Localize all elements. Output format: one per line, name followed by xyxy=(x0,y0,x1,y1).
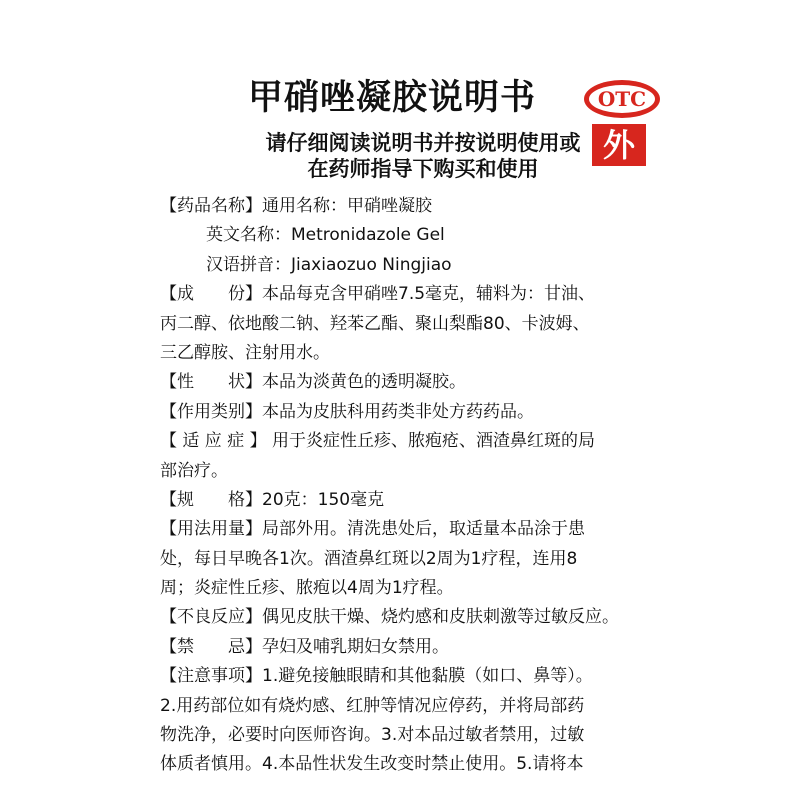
dosage-line: 处，每日早晚各1次。酒渣鼻红斑以2周为1疗程，连用8 xyxy=(160,548,578,569)
precautions-line: 【注意事项】1.避免接触眼睛和其他黏膜（如口、鼻等）。 xyxy=(160,666,593,687)
indications-line: 【 适 应 症 】 用于炎症性丘疹、脓疱疮、酒渣鼻红斑的局 xyxy=(160,431,596,452)
english-name-line: 英文名称：Metronidazole Gel xyxy=(206,225,445,246)
contraindications-line: 【禁 忌】孕妇及哺乳期妇女禁用。 xyxy=(160,636,449,657)
dosage-line: 周；炎症性丘疹、脓疱以4周为1疗程。 xyxy=(160,578,454,599)
otc-badge-label: OTC xyxy=(589,85,655,113)
description-line: 【性 状】本品为淡黄色的透明凝胶。 xyxy=(160,372,466,393)
composition-line: 丙二醇、依地酸二钠、羟苯乙酯、聚山梨酯80、卡波姆、 xyxy=(160,313,590,334)
drug-name-line: 【药品名称】通用名称：甲硝唑凝胶 xyxy=(160,196,432,216)
pinyin-line: 汉语拼音：Jiaxiaozuo Ningjiao xyxy=(206,254,452,275)
dosage-line: 【用法用量】局部外用。清洗患处后，取适量本品涂于患 xyxy=(160,519,585,540)
document-title: 甲硝唑凝胶说明书 xyxy=(248,78,537,118)
specification-line: 【规 格】20克：150毫克 xyxy=(160,489,385,510)
otc-badge xyxy=(584,80,660,118)
precautions-line: 物洗净，必要时向医师咨询。3.对本品过敏者禁用，过敏 xyxy=(160,725,585,746)
leaflet-body xyxy=(160,192,650,780)
external-use-badge: 外 xyxy=(592,124,646,166)
precautions-line: 体质者慎用。4.本品性状发生改变时禁止使用。5.请将本 xyxy=(160,754,584,775)
adverse-reactions-line: 【不良反应】偶见皮肤干燥、烧灼感和皮肤刺激等过敏反应。 xyxy=(160,607,619,628)
composition-line: 三乙醇胺、注射用水。 xyxy=(160,342,330,363)
subtitle-line-2: 在药师指导下购买和使用 xyxy=(307,157,539,181)
subtitle-line-1: 请仔细阅读说明书并按说明使用或 xyxy=(265,131,581,155)
precautions-line: 2.用药部位如有烧灼感、红肿等情况应停药，并将局部药 xyxy=(160,695,585,716)
indications-line: 部治疗。 xyxy=(160,460,228,481)
category-line: 【作用类别】本品为皮肤科用药类非处方药药品。 xyxy=(160,401,534,422)
composition-line: 【成 份】本品每克含甲硝唑7.5毫克，辅料为：甘油、 xyxy=(160,284,596,305)
